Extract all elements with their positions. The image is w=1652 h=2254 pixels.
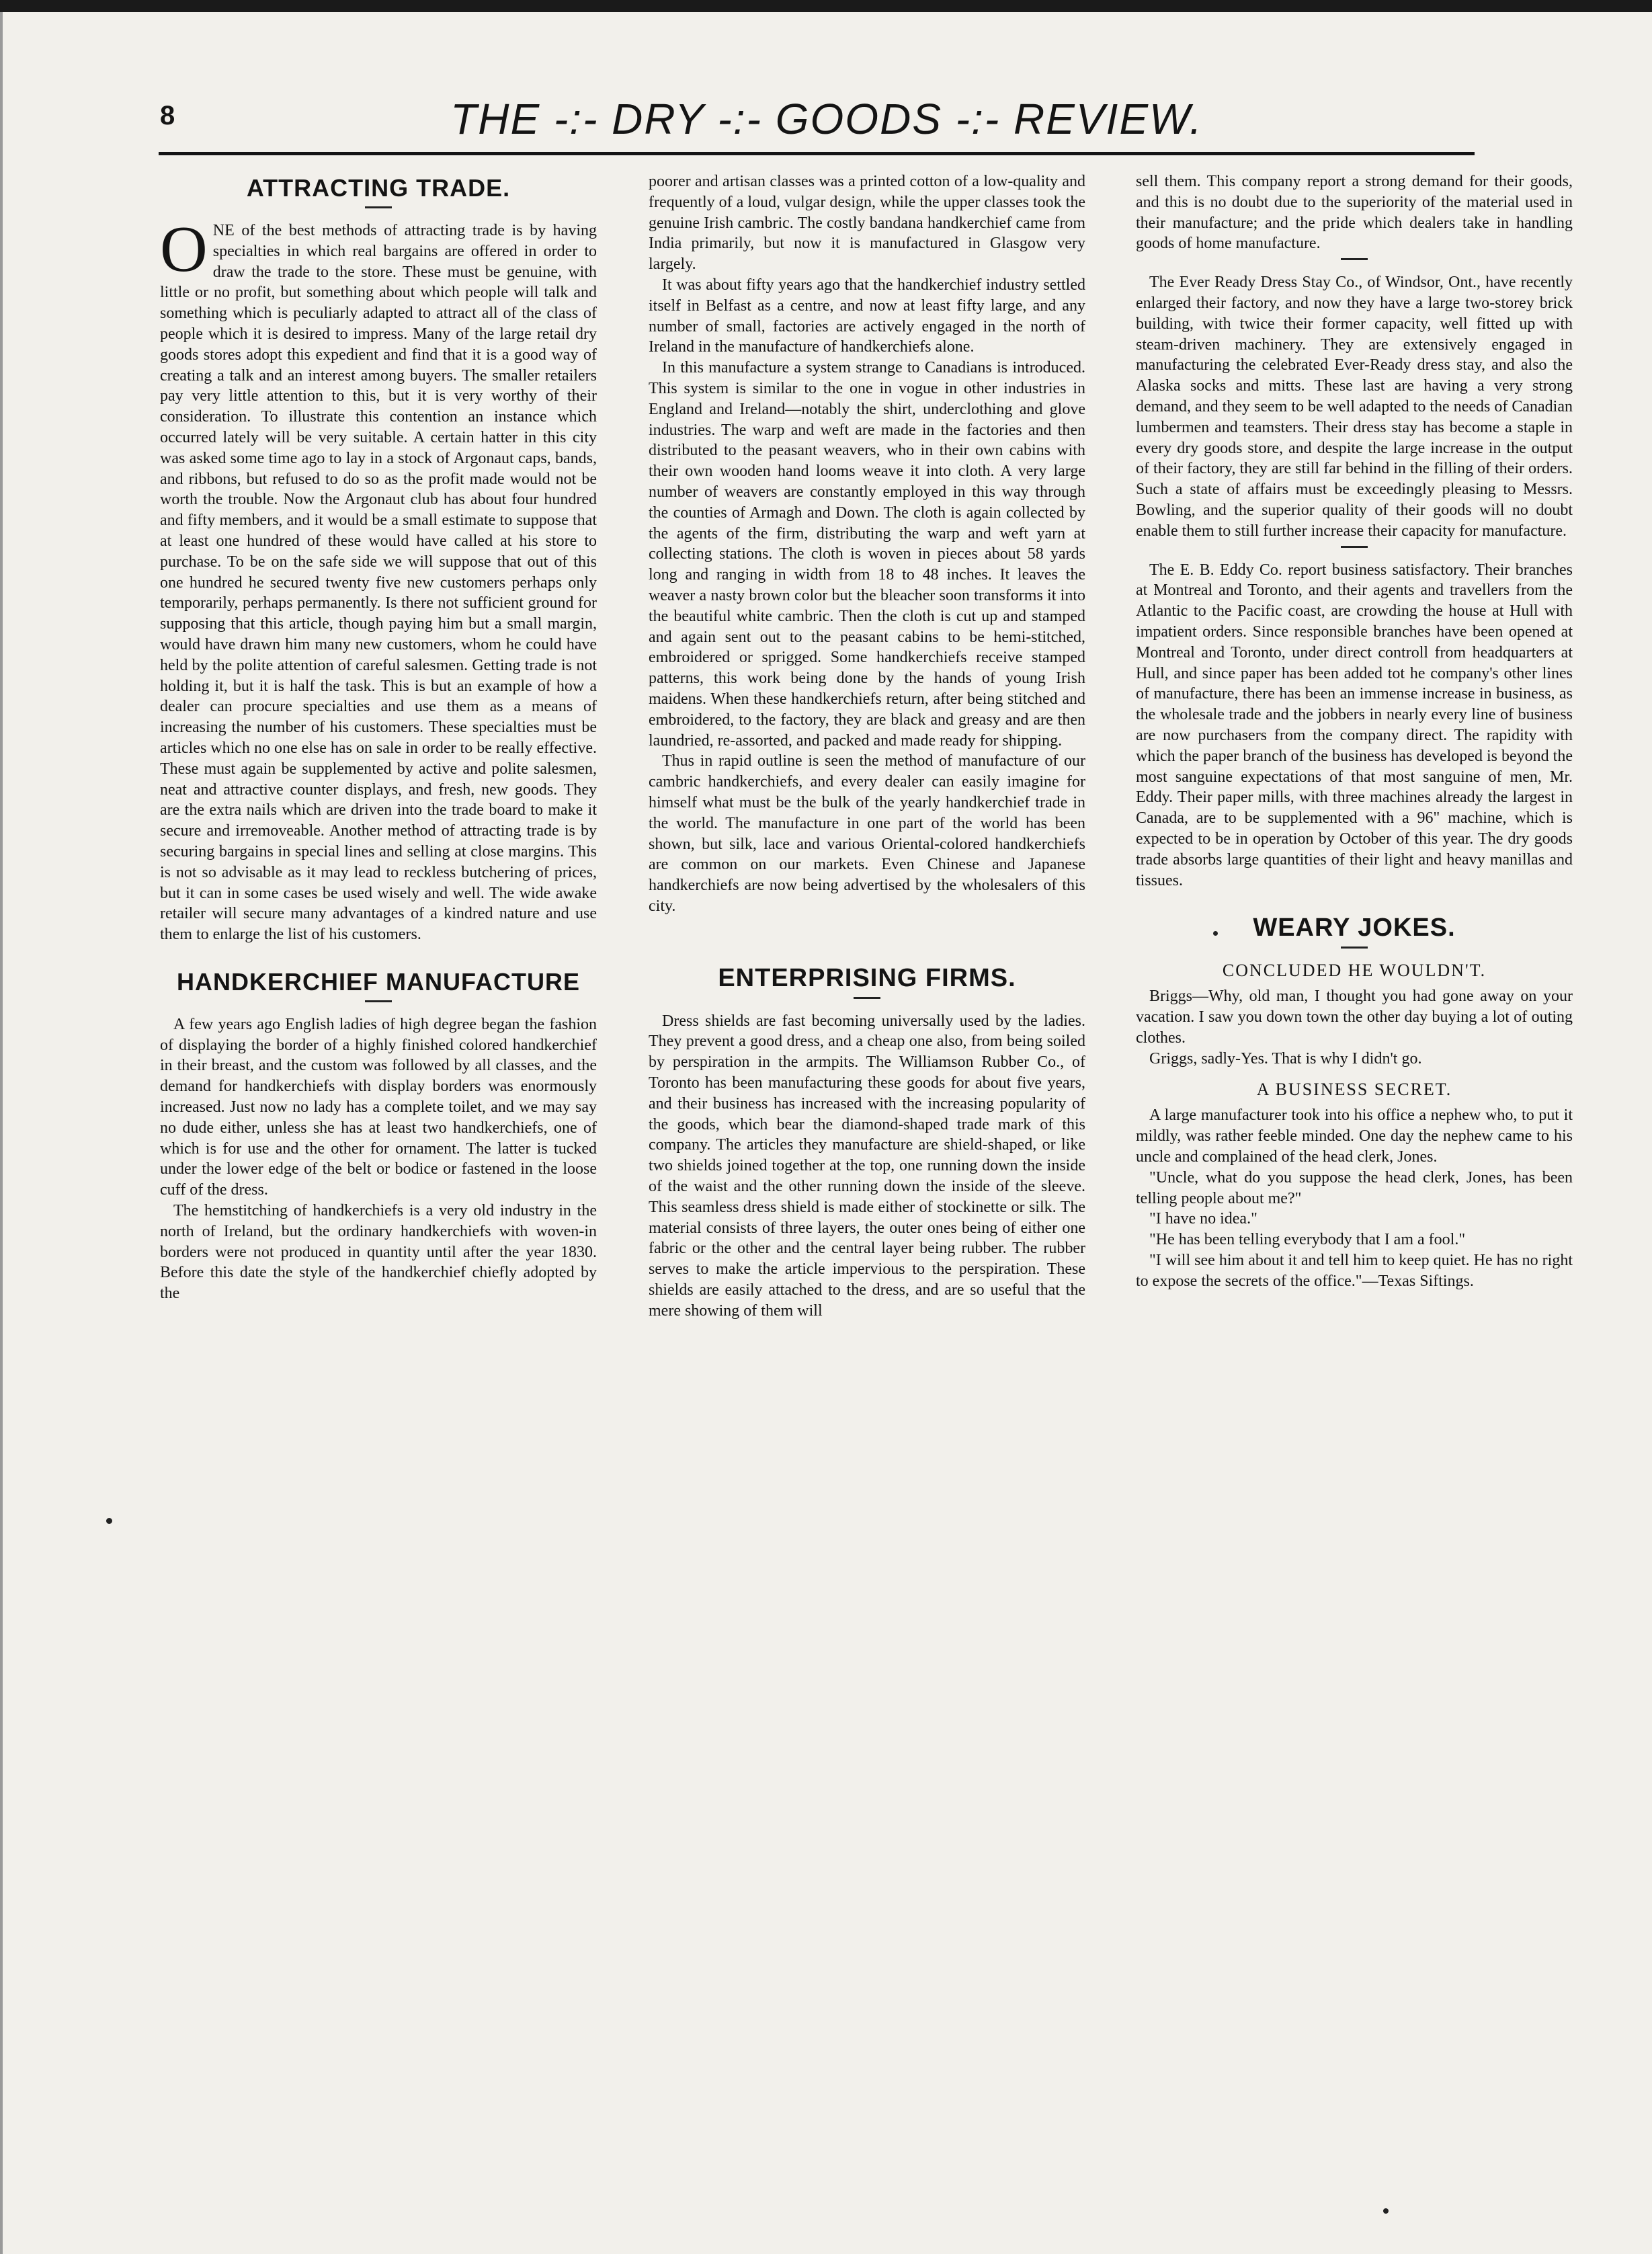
column-1 — [160, 171, 597, 1304]
article-paragraph: A few years ago English ladies of high degree began the fashion of displaying the border of a highly finished colored handkerchief in their breast, and the custom was followed by all classes, and the demand for handkerchiefs with display borders was enormously increased. Just now no lady has a complete toilet, and we may say no dude either, unless she has at least two handkerchiefs, one of which is for use and the other for ornament. The latter is tucked under the lower edge of the belt or bodice or fastened in the loose cuff of the dress. — [160, 1015, 597, 1199]
article-paragraph: poorer and artisan classes was a printed cotton of a low-quality and frequently of a loud, vulgar design, while the upper classes took the genuine Irish cambric. The costly bandana handkerchief came from India primarily, but now it is manufactured in Glasgow very largely. — [649, 173, 1085, 274]
paragraph-text: NE of the best methods of attracting trade is by having specialties in which real bargains are offered in order to draw the trade to the store. These must be genuine, with little or no profit, but something about which people will talk and something which is peculiarly adapted to attract all of the class of people which it is desired to impress. Many of the large retail dry goods stores adopt this expedient and find that it is a good way of creating a talk and an interest among buyers. The smaller retailers pay very little attention to this, but it is very worthy of their consideration. To illustrate this contention an instance which occurred lately will be very suitable. A certain hatter in this city was asked some time ago to lay in a stock of Argonaut caps, bands, and ribbons, but refused to do so as the profit made would not be worth the trouble. Now the Argonaut club has about four hundred and fifty members, and it would be a small estimate to suppose that at least one hundred of these would have called at his store to purchase. To be on the safe side we will suppose that out of this one hundred he secured twenty five new customers perhaps only temporarily, perhaps permanently. Is there not sufficient ground for supposing that this article, though paying him but a small margin, would have drawn him many new customers, whom he could have held by the polite attention of careful salesmen. Getting trade is not holding it, but it is half the task. This is but an example of how a dealer can procure specialties and use them as a means of increasing the number of his customers. These specialties must be articles which no one else has on sale in order to be really effective. These must again be supplemented by active and polite salesmen, neat and attractive counter displays, and fresh, new goods. They are the extra nails which are driven into the trade board to make it secure and irremoveable. Another method of attracting trade is by securing bargains in special lines and selling at close margins. This is not so advisable as it may lead to reckless butchering of prices, but it can in some cases be used wisely and well. The wide awake retailer will secure many advantages of a kindred nature and use them to enlarge the list of his customers. — [160, 222, 597, 944]
article-paragraph — [160, 213, 597, 945]
page-header — [128, 94, 1526, 148]
article-enterprising-continued — [1136, 171, 1573, 891]
header-rule — [159, 152, 1475, 155]
column-3 — [1136, 171, 1573, 1292]
article-paragraph: It was about fifty years ago that the handkerchief industry settled itself in Belfast as a centre, and now at least fifty large, and any number of small, factories are actively engaged in the north of Ireland in the manufacture of handkerchiefs alone. — [649, 276, 1085, 356]
heading-dash — [854, 997, 880, 999]
joke-subheading: A BUSINESS SECRET. — [1256, 1080, 1452, 1100]
article-paragraph: sell them. This company report a strong demand for their goods, and this is no doubt due to the superiority of the material used in their manufacture; and the pride which dealers take in handling goods of home manufacture. — [1136, 173, 1573, 253]
article-weary-jokes — [1136, 914, 1573, 1291]
article-heading: HANDKERCHIEF MANUFACTURE — [177, 967, 580, 996]
heading-dash — [1341, 947, 1368, 949]
article-paragraph: In this manufacture a system strange to Canadians is introduced. This system is similar to the one in vogue in other industries in England and Ireland—notably the shirt, underclothing and glove industries. The warp and weft are made in the factories and then distributed to the peasant weavers, who in their own cabins with their own wooden hand looms weave it into cloth. A very large number of weavers are constantly employed in this way through the counties of Armagh and Down. The cloth is again collected by the agents of the firm, distributing the warp and weft yarn at collecting stations. The cloth is woven in pieces about 58 yards long and ranging in width from 18 to 48 inches. It leaves the weaver a nasty brown color but the bleacher soon transforms it into the beautiful white cambric. Then the cloth is cut up and stamped and again sent out to the peasant cabins to be hemi-stitched, embroidered or sprigged. Some handkerchiefs receive stamped patterns, this work being done by the hands of young Irish maidens. When these handkerchiefs return, after being stitched and embroidered, to the factory, they are black and greasy and are then laundried, re-assorted, and packed and made ready for shipping. — [649, 359, 1085, 750]
article-paragraph: The Ever Ready Dress Stay Co., of Windsor, Ont., have recently enlarged their factory, and now they have a large two-storey brick building, with twice their former capacity, well fitted up with steam-driven machinery. They are extensively engaged in manufacturing the celebrated Ever-Ready dress stay, and also the Alaska socks and mitts. These last are having a very strong demand, and they seem to be well adapted to the needs of Canadian lumbermen and teamsters. Their dress stay has become a staple in every dry goods store, and despite the large increase in the output of their factory, they are still far behind in the filling of their orders. Such a state of affairs must be exceedingly pleasing to Messrs. Bowling, and the superior quality of their goods will no doubt enable them to still further increase their capacity for manufacture. — [1136, 274, 1573, 540]
masthead-title: THE -:- DRY -:- GOODS -:- REVIEW. — [450, 95, 1203, 143]
article-paragraph: "I have no idea." — [1149, 1210, 1257, 1228]
page-left-edge — [0, 12, 3, 2254]
page-top-border — [0, 0, 1652, 12]
article-heading: WEARY JOKES. — [1253, 914, 1456, 942]
article-heading: ENTERPRISING FIRMS. — [718, 963, 1016, 992]
article-paragraph: The E. B. Eddy Co. report business satisfactory. Their branches at Montreal and Toronto, and their agents and travellers from the Atlantic to the Pacific coast, are crowding the house at Hull with impatient orders. Since responsible branches have been opened at Montreal and Toronto, under direct controll from headquarters at Hull, and since paper has been added tot he company's other lines of manufacture, there has been an immense increase in business, as the wholesale trade and the jobbers in nearly every line of business are now purchasers from the company direct. The rapidity with which the paper branch of the business has developed is beyond the most sanguine expectations of that most sanguine of men, Mr. Eddy. Their paper mills, with three machines already the largest in Canada, are to be supplemented with a 96" machine, which is expected to be in operation by October of this year. The dry goods trade absorbs large quantities of their light and heavy manillas and tissues. — [1136, 561, 1573, 889]
article-paragraph: Thus in rapid outline is seen the method of manufacture of our cambric handkerchiefs, and every dealer can easily imagine for himself what must be the bulk of the yearly handkerchief trade in the world. The manufacture in one part of the world has been shown, but silk, lace and various Oriental-colored handkerchiefs are common on our markets. Even Chinese and Japanese handkerchiefs are now being advertised by the wholesalers of this city. — [649, 752, 1085, 915]
article-paragraph: A large manufacturer took into his office a nephew who, to put it mildly, was rather feeble minded. One day the nephew came to his uncle and complained of the head clerk, Jones. — [1136, 1106, 1573, 1166]
article-heading: ATTRACTING TRADE. — [246, 174, 511, 202]
section-dash — [1341, 258, 1368, 260]
spacer — [160, 945, 597, 965]
column-2 — [649, 171, 1085, 1322]
article-paragraph: Briggs—Why, old man, I thought you had gone away on your vacation. I saw you down town the other day buying a lot of outing clothes. — [1136, 988, 1573, 1047]
article-paragraph: Griggs, sadly-Yes. That is why I didn't go. — [1149, 1049, 1422, 1068]
joke-subheading: CONCLUDED HE WOULDN'T. — [1222, 961, 1487, 981]
article-handkerchief-manufacture — [160, 968, 597, 1304]
section-dash — [1341, 546, 1368, 548]
spacer — [1136, 891, 1573, 911]
page-number: 8 — [160, 101, 175, 130]
article-paragraph: "Uncle, what do you suppose the head clerk, Jones, has been telling people about me?" — [1136, 1168, 1573, 1207]
print-speck — [1213, 931, 1218, 936]
article-paragraph: The hemstitching of handkerchiefs is a very old industry in the north of Ireland, but the ordinary handkerchiefs with woven-in borders were not produced in quantity until after the year 1830. Before this date the style of the handkerchief chiefly adopted by the — [160, 1202, 597, 1303]
print-speck — [1383, 2208, 1389, 2214]
print-speck — [106, 1518, 112, 1524]
heading-dash — [365, 1000, 392, 1002]
drop-cap: O — [160, 213, 208, 286]
article-enterprising-firms — [649, 964, 1085, 1322]
article-paragraph: "I will see him about it and tell him to keep quiet. He has no right to expose the secrets of the office."—Texas Siftings. — [1136, 1252, 1573, 1290]
spacer — [649, 917, 1085, 961]
article-paragraph: Dress shields are fast becoming universally used by the ladies. They prevent a good dress, and a cheap one also, from being soiled by perspiration in the armpits. The Williamson Rubber Co., of Toronto has been manufacturing these goods for about five years, and their business has increased with the increasing popularity of the goods, which bear the diamond-shaped trade mark of this company. The articles they manufacture are shield-shaped, or like two shields joined together at the top, one running down the inside of the waist and the other running down the inside of the sleeve. This seamless dress shield is made either of stockinette or silk. The material consists of three layers, the outer ones being of either one fabric or the other and the central layer being rubber. The rubber serves to make the article impervious to the perspiration. These shields are easily attached to the dress, and are so useful that the mere showing of them will — [649, 1012, 1085, 1320]
heading-dash — [365, 206, 392, 208]
article-attracting-trade — [160, 174, 597, 945]
article-handkerchief-continued — [649, 171, 1085, 917]
article-paragraph: "He has been telling everybody that I am a fool." — [1149, 1231, 1466, 1249]
